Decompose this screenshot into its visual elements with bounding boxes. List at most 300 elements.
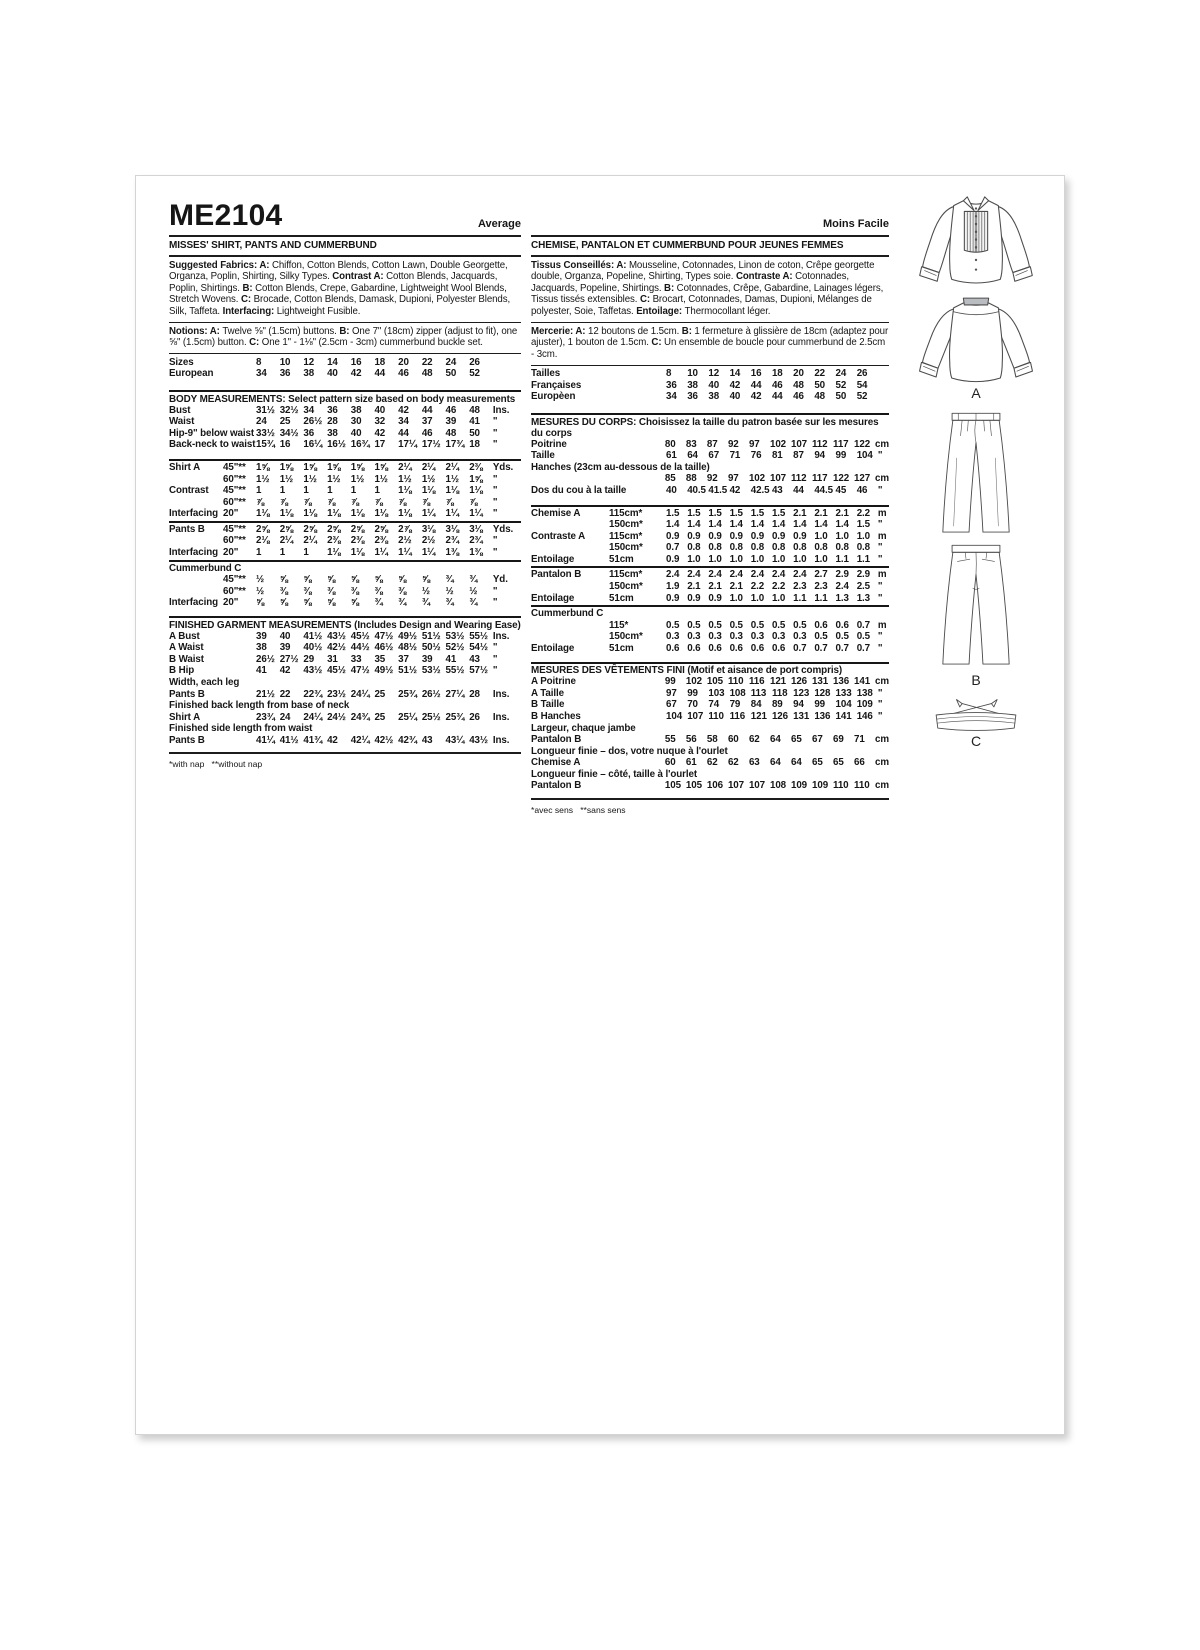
table-cell: 1¼ [421,508,436,520]
table-cell: 99 [814,699,826,711]
table-cell: 0.5 [793,619,807,631]
table-cell: 60"** [223,496,246,508]
table-cell: 34 [303,404,315,416]
table-cell: 25¼ [398,711,417,723]
table-cell: 0.5 [687,619,701,631]
table-row [169,462,521,474]
table-cell: 0.8 [835,542,849,554]
table-cell: ¾ [445,597,454,609]
table-cell: 27¼ [445,688,465,700]
view-label-b: B [971,672,981,688]
table-cell: 22 [279,688,291,700]
table-cell: 41.5 [708,484,728,496]
table-cell: 92 [706,473,718,485]
table-cell: Tailles [531,368,561,380]
table-cell: 1.0 [771,592,786,604]
table-cell: 2.1 [687,581,701,593]
table-cell: 36 [687,391,698,403]
table-cell: 67 [812,734,823,746]
table-cell: ⅞ [256,496,265,508]
table-cell: 97 [748,438,760,450]
table-cell: 61 [666,450,677,462]
table-cell: 25 [374,711,386,723]
table-cell [223,631,256,643]
table-cell: 83 [685,438,697,450]
table-cell: Contrast [169,485,209,497]
table-cell: 44 [750,379,762,391]
table-cell [223,357,256,369]
table-cell: 48 [793,379,804,391]
table-cell: 27½ [279,653,299,665]
table-cell: 1⅜ [469,547,483,559]
table-cell: 0.7 [793,643,807,655]
table-cell: 89 [771,699,783,711]
table-row [169,439,521,451]
table-cell [169,586,223,598]
table-cell: ⅝ [421,574,430,586]
divider [531,235,889,237]
table-cell: 3⅛ [421,523,436,535]
table-section-row [531,723,889,735]
table-cell: 1¼ [469,508,483,520]
table-cell: 40½ [303,642,323,654]
french-column [531,196,889,815]
pants-front-illustration [922,410,1030,540]
table-row [531,643,889,655]
table-cell: Interfacing [169,597,218,609]
table-row [531,508,889,520]
table-cell: 14 [327,356,338,368]
yardage-table-en [169,459,521,610]
table-cell: 39 [279,642,291,654]
table-cell: 39 [445,416,457,428]
table-cell: 45"** [223,574,246,586]
table-cell: 38 [256,642,267,654]
table-cell: 55 [664,734,676,746]
table-cell: 50 [445,368,457,380]
table-cell: Interfacing [169,508,218,520]
table-cell: Yd. [492,574,508,586]
table-cell: " [492,597,498,609]
table-cell: ⅞ [445,496,454,508]
table-cell [531,631,609,643]
table-cell: 60"** [223,585,246,597]
table-cell: 1 [303,547,309,559]
table-cell: 45½ [327,665,346,677]
table-cell: 43 [771,484,783,496]
table-cell: 24 [256,416,267,428]
table-cell: 1¼ [421,547,436,559]
table-cell: 1⅝ [350,461,365,473]
table-cell [169,497,223,509]
table-cell: 2⅝ [374,523,388,535]
table-cell: 32 [374,416,386,428]
table-cell: 36 [666,379,677,391]
table-cell: 28 [327,416,338,428]
table-cell: ⅜ [303,585,312,597]
table-cell: 46 [856,484,868,496]
table-cell: " [877,687,883,699]
table-cell: " [877,631,883,643]
table-cell: 2.1 [729,581,743,593]
table-cell: 16 [279,439,291,451]
table-cell [608,780,665,792]
table-cell: 26½ [256,653,275,665]
table-cell: 108 [729,687,746,699]
table-cell: 0.3 [666,631,680,643]
shirt-back-illustration [903,295,1049,385]
title-fr: CHEMISE, PANTALON ET CUMMERBUND POUR JEUNES FEMMES [531,240,844,251]
table-cell: 104 [666,710,683,722]
table-cell: 1½ [374,473,388,485]
table-cell: 46½ [374,642,394,654]
table-section-row [169,677,521,689]
table-row [531,380,889,392]
table-cell: 1½ [445,473,459,485]
table-cell: 107 [790,438,808,450]
table-cell: 1⅛ [398,508,412,520]
table-cell: 50½ [421,642,441,654]
table-cell [223,712,256,724]
table-cell: 0.6 [771,643,786,655]
table-cell: 10 [279,356,291,368]
table-row [531,450,889,462]
table-cell: 34 [256,368,267,380]
table-cell: " [492,642,498,654]
table-cell: 18 [771,368,783,380]
table-cell [223,428,256,440]
table-cell: 2⅛ [256,535,270,547]
table-cell: 8 [256,356,262,368]
table-cell: 2.2 [856,507,871,519]
table-cell: 26 [469,711,480,723]
table-cell: 51cm [609,553,634,565]
table-row [531,757,889,769]
table-cell: 38 [327,427,338,439]
table-cell [608,439,665,451]
table-cell: 1 [303,485,309,497]
table-section-row [169,563,521,575]
table-cell: 1.3 [856,592,871,604]
table-cell: 81 [771,450,783,462]
table-cell: 25¾ [398,688,417,700]
table-cell: 52 [469,368,480,380]
table-row [169,654,521,666]
table-cell: 38 [303,368,315,380]
table-cell: 1.5 [666,507,680,519]
table-cell: 103 [708,687,725,699]
table-cell: 126 [790,676,808,688]
table-cell: ½ [469,585,478,597]
table-cell: 46 [398,368,409,380]
table-cell: 2⅜ [374,535,388,547]
table-cell: ⅜ [279,585,288,597]
table-cell: 2.4 [729,569,743,581]
table-cell: 1.4 [793,519,807,531]
table-cell: 2.4 [771,569,786,581]
table-cell: 2.1 [814,507,828,519]
table-cell: 26 [469,356,480,368]
table-cell: 44½ [350,642,370,654]
table-group [169,405,521,451]
table-cell: 0.6 [814,619,828,631]
table-cell: ½ [445,585,454,597]
table-cell: 1.0 [687,553,701,565]
table-cell: 1⅛ [303,508,317,520]
table-cell: 1.4 [666,519,680,531]
table-cell: m [877,619,887,631]
table-group [169,560,521,610]
table-cell: 0.3 [793,631,807,643]
table-section-row [531,746,889,758]
table-cell: 1.5 [750,507,765,519]
table-cell: 1.0 [750,553,765,565]
table-cell: Françaises [531,379,582,391]
table-cell: 2.4 [750,569,765,581]
table-cell: 46 [771,379,783,391]
table-cell: " [877,592,883,604]
table-cell: 107 [687,710,704,722]
table-cell: 3⅛ [445,523,459,535]
table-cell: Ins. [492,630,510,642]
table-cell: A Poitrine [531,676,576,688]
table-cell: ⅝ [279,574,288,586]
table-cell: ⅝ [327,574,336,586]
table-cell: 15¾ [256,439,275,451]
table-cell: 24¼ [303,711,323,723]
table-cell: ⅝ [398,574,407,586]
table-cell: 150cm* [609,519,643,531]
table-cell: 43½ [303,665,323,677]
table-cell: 0.6 [687,643,701,655]
table-cell: 0.8 [856,542,871,554]
table-cell: 16 [350,356,362,368]
table-cell: 18 [374,356,386,368]
table-cell: 0.5 [835,631,849,643]
table-cell: m [877,530,887,542]
table-cell: 16¾ [350,439,370,451]
table-cell: 48½ [398,642,417,654]
table-row [531,688,889,700]
table-cell: 62 [706,757,718,769]
table-cell: 1½ [421,473,436,485]
table-cell: 1⅛ [350,547,365,559]
table-row [169,642,521,654]
table-cell: ¾ [398,597,407,609]
table-cell: 50 [835,391,847,403]
table-cell [609,485,666,497]
table-row [169,508,521,520]
table-cell: 107 [727,780,744,792]
table-cell: 0.3 [729,631,743,643]
table-cell: 53½ [421,665,441,677]
table-cell: 1.0 [708,553,722,565]
table-cell [531,542,609,554]
table-section-row [531,462,889,474]
table-cell: 67 [708,450,720,462]
table-cell: 28 [469,688,480,700]
divider [169,235,521,237]
table-cell: 2.1 [835,507,849,519]
table-cell: Entoilage [531,643,575,655]
table-cell: 43¼ [445,734,465,746]
table-cell: 41¾ [303,734,323,746]
table-cell: 22 [814,368,826,380]
table-group [531,505,889,567]
table-row [531,581,889,593]
table-row [169,547,521,559]
table-cell: 20" [223,547,239,559]
table-cell: 108 [769,780,787,792]
table-row [169,497,521,509]
table-cell: 0.5 [750,619,765,631]
table-cell: Waist [169,416,195,428]
table-cell [223,642,256,654]
table-row [169,665,521,677]
table-cell: ¾ [469,597,478,609]
table-cell: Pantalon B [531,734,582,746]
table-cell: 1.9 [666,581,680,593]
table-cell: 105 [664,780,681,792]
table-cell: A Bust [169,630,200,642]
table-cell [609,368,666,380]
table-cell: 45"** [223,461,246,473]
table-cell: 0.8 [708,542,722,554]
table-cell: 2.5 [856,581,871,593]
table-cell: 102 [748,473,765,485]
table-cell: 42 [398,404,409,416]
table-cell [223,439,256,451]
table-cell: 110 [833,780,849,792]
table-cell: 110 [727,676,744,688]
table-cell: 1.0 [771,553,786,565]
table-row [169,416,521,428]
table-cell: " [492,416,498,428]
table-cell: 0.6 [666,643,680,655]
table-cell: 141 [835,710,852,722]
table-cell: 76 [750,450,762,462]
table-cell: 94 [793,699,804,711]
table-cell: 52½ [445,642,465,654]
table-cell: 115* [609,619,629,631]
table-cell: 43 [469,653,480,665]
table-cell: Largeur, chaque jambe [531,722,636,734]
table-cell: 150cm* [609,631,643,643]
table-cell: 1.1 [814,592,828,604]
table-cell: 1.4 [814,519,828,531]
table-group [531,439,889,497]
table-section-row [169,700,521,712]
table-section-row [531,608,889,620]
table-cell: 1.0 [856,530,871,542]
table-cell: 64 [687,450,698,462]
table-cell: 150cm* [609,581,643,593]
table-cell: 2¼ [445,461,459,473]
table-cell: 34 [666,391,677,403]
illustration-column [888,192,1064,758]
table-cell: ⅜ [374,585,383,597]
table-cell [608,676,665,688]
table-cell: " [877,484,883,496]
table-cell: 42 [729,379,741,391]
table-cell: ⅝ [350,574,359,586]
table-cell [609,699,666,711]
table-cell: 87 [793,450,804,462]
table-cell [223,689,256,701]
table-cell: 1.1 [856,553,871,565]
table-cell: " [492,427,498,439]
table-group [531,368,889,403]
table-cell: 40.5 [687,484,706,496]
table-cell: 44 [771,391,783,403]
table-cell: 60"** [223,535,246,547]
table-cell: 2¼ [421,461,436,473]
table-cell: m [877,569,887,581]
divider [169,255,521,257]
body-measurements-table-fr [531,439,889,497]
table-cell: ⅞ [398,496,407,508]
table-cell: 54 [856,379,868,391]
table-cell: 1.0 [729,553,743,565]
table-cell: 45"** [223,485,246,497]
table-cell: 26½ [303,416,323,428]
table-cell: 16¼ [303,439,323,451]
table-cell: 0.8 [771,542,786,554]
table-cell: 0.8 [687,542,701,554]
divider [531,322,889,323]
table-cell: 97 [666,687,677,699]
table-cell: 105 [685,780,702,792]
table-cell: Shirt A [169,711,201,723]
table-cell: A Taille [531,687,564,699]
table-cell: cm [875,438,890,450]
table-cell: 0.8 [793,542,807,554]
table-cell: 2⅜ [469,461,483,473]
table-cell [223,735,256,747]
table-cell: 40 [279,630,291,642]
table-cell: Contraste A [531,530,586,542]
table-cell: 23½ [327,688,346,700]
table-cell: cm [875,676,890,688]
table-cell: Europèen [531,391,576,403]
table-cell: 24¼ [350,688,370,700]
table-cell: Cummerbund C [531,608,604,620]
table-cell: 53½ [445,630,465,642]
table-cell: 2⅜ [350,535,365,547]
table-cell: ⅝ [303,597,312,609]
table-cell: " [877,519,883,531]
table-cell: Ins. [492,688,510,700]
table-cell: 1 [327,485,333,497]
table-row [531,569,889,581]
table-cell: 1.0 [814,530,828,542]
table-cell: 20" [223,597,239,609]
table-cell: 112 [812,438,828,450]
table-cell: 1.4 [729,519,743,531]
table-cell: Yds. [492,523,514,535]
table-cell: 102 [685,676,702,688]
table-cell: Poitrine [531,438,567,450]
table-cell: 2¾ [445,535,459,547]
table-cell: 64 [769,757,781,769]
table-cell: 2.4 [835,581,849,593]
table-cell: " [877,699,883,711]
table-cell: 1.0 [729,592,743,604]
table-cell [223,654,256,666]
table-cell: 0.9 [708,530,722,542]
pants-back-illustration [922,542,1030,672]
table-cell: 48 [445,427,457,439]
